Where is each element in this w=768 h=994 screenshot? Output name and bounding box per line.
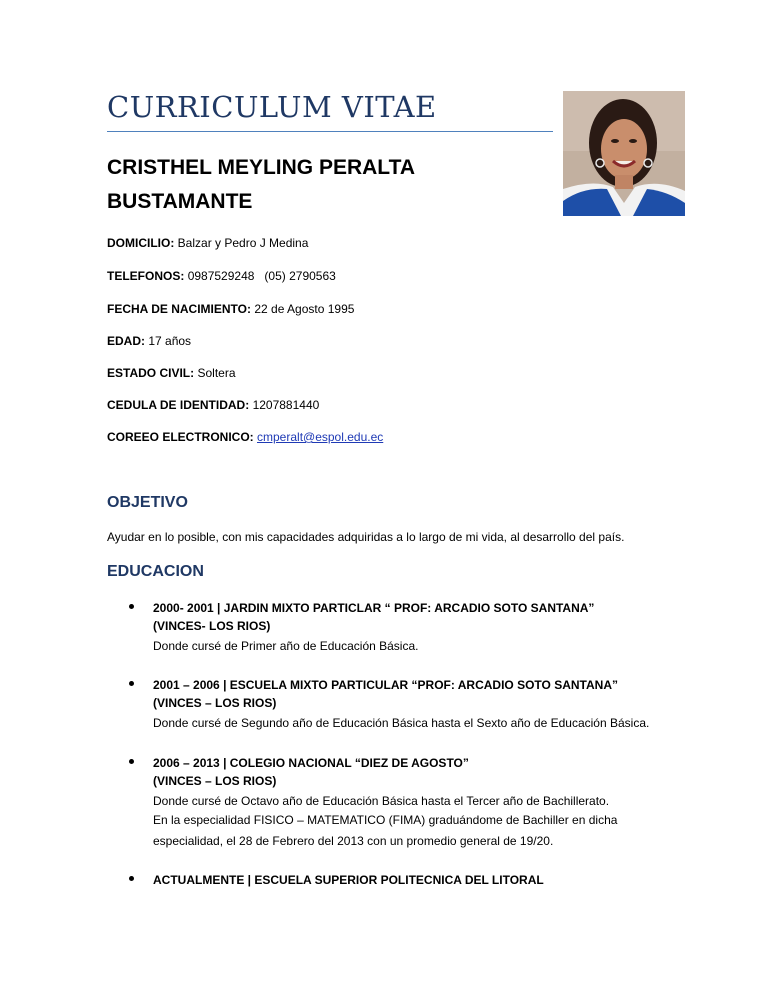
field-domicilio — [107, 236, 308, 250]
education-place: (VINCES – LOS RIOS) — [153, 696, 277, 710]
full-name-line-1: CRISTHEL MEYLING PERALTA — [107, 156, 416, 179]
education-place: (VINCES- LOS RIOS) — [153, 619, 271, 633]
education-title: 2006 – 2013 | COLEGIO NACIONAL “DIEZ DE AGOSTO” — [153, 756, 469, 770]
profile-photo-image — [563, 91, 685, 216]
correo-label: COREEO ELECTRONICO: — [107, 430, 254, 444]
education-title: ACTUALMENTE | ESCUELA SUPERIOR POLITECNICA DEL LITORAL — [153, 873, 544, 887]
full-name — [107, 151, 547, 219]
cedula-value: 1207881440 — [252, 398, 320, 412]
education-desc: especialidad, el 28 de Febrero del 2013 con un promedio general de 19/20. — [153, 834, 554, 848]
fecha-label: FECHA DE NACIMIENTO: — [107, 302, 251, 316]
field-edad — [107, 334, 191, 348]
education-desc: Donde cursé de Segundo año de Educación Básica hasta el Sexto año de Educación Básica. — [153, 716, 650, 730]
education-place: (VINCES – LOS RIOS) — [153, 774, 277, 788]
domicilio-value: Balzar y Pedro J Medina — [177, 236, 309, 250]
bullet-icon — [129, 876, 134, 881]
estado-value: Soltera — [197, 366, 236, 380]
education-title: 2001 – 2006 | ESCUELA MIXTO PARTICULAR “PROF: ARCADIO SOTO SANTANA” — [153, 678, 618, 692]
profile-photo — [563, 91, 685, 216]
educacion-heading: EDUCACION — [107, 563, 204, 580]
cedula-label: CEDULA DE IDENTIDAD: — [107, 398, 250, 412]
education-desc: Donde cursé de Octavo año de Educación Básica hasta el Tercer año de Bachillerato. — [153, 794, 610, 808]
telefonos-label: TELEFONOS: — [107, 269, 185, 283]
education-desc: En la especialidad FISICO – MATEMATICO (FIMA) graduándome de Bachiller en dicha — [153, 813, 618, 827]
education-title: 2000- 2001 | JARDIN MIXTO PARTICLAR “ PROF: ARCADIO SOTO SANTANA” — [153, 601, 595, 615]
telefonos-value: 0987529248 (05) 2790563 — [187, 269, 336, 283]
education-desc: Donde cursé de Primer año de Educación Básica. — [153, 639, 419, 653]
domicilio-label: DOMICILIO: — [107, 236, 175, 250]
field-telefonos — [107, 269, 336, 283]
field-fecha-nacimiento — [107, 302, 354, 316]
email-link[interactable]: cmperalt@espol.edu.ec — [257, 430, 384, 444]
edad-value: 17 años — [148, 334, 192, 348]
estado-label: ESTADO CIVIL: — [107, 366, 195, 380]
title-underline — [107, 131, 553, 132]
field-correo — [107, 430, 383, 444]
bullet-icon — [129, 681, 134, 686]
bullet-icon — [129, 759, 134, 764]
document-title: CURRICULUM VITAE — [107, 90, 437, 124]
fecha-value: 22 de Agosto 1995 — [254, 302, 355, 316]
objetivo-text: Ayudar en lo posible, con mis capacidades adquiridas a lo largo de mi vida, al desarrollo del país. — [107, 530, 625, 544]
full-name-line-2: BUSTAMANTE — [107, 190, 253, 213]
bullet-icon — [129, 604, 134, 609]
field-estado-civil — [107, 366, 236, 380]
edad-label: EDAD: — [107, 334, 145, 348]
field-cedula — [107, 398, 319, 412]
objetivo-heading: OBJETIVO — [107, 494, 188, 511]
